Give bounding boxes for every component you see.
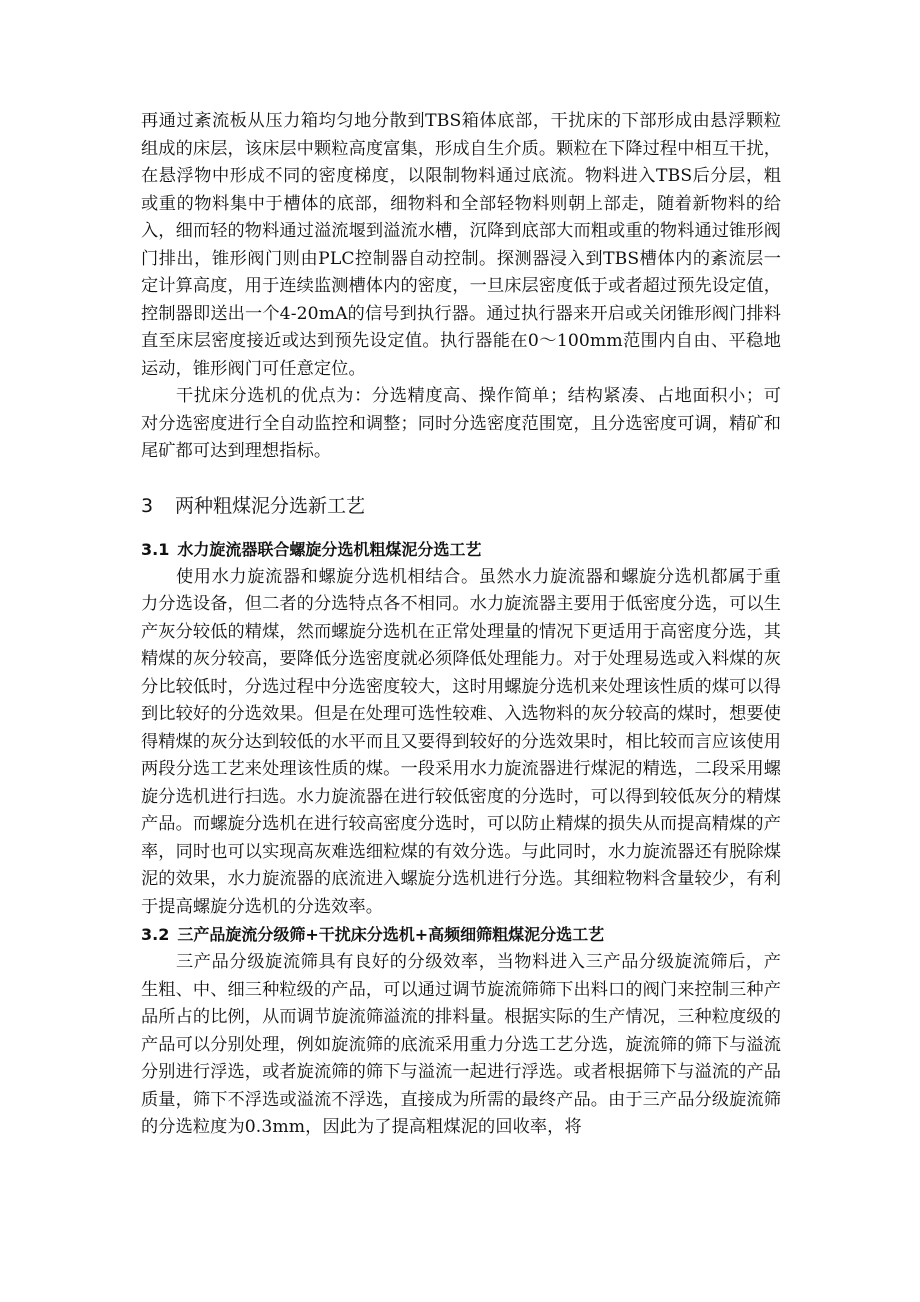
subsection-heading-3-1: [141, 536, 781, 564]
subsection-heading-3-2: [141, 921, 781, 949]
paragraph-tbs-principle: 再通过紊流板从压力箱均匀地分散到TBS箱体底部，干扰床的下部形成由悬浮颗粒组成的床层，该床层中颗粒高度富集，形成自生介质。颗粒在下降过程中相互干扰，在悬浮物中形成不同的密度梯度，以限制物料通过底流。物料进入TBS后分层，粗或重的物料集中于槽体的底部，细物料和全部轻物料则朝上部走，随着新物料的给入，细而轻的物料通过溢流堰到溢流水槽，沉降到底部大而粗或重的物料通过锥形阀门排出，锥形阀门则由PLC控制器自动控制。探测器浸入到TBS槽体内的紊流层一定计算高度，用于连续监测槽体内的密度，一旦床层密度低于或者超过预先设定值，控制器即送出一个4-20mA的信号到执行器。通过执行器来开启或关闭锥形阀门排料直至床层密度接近或达到预先设定值。执行器能在0～100mm范围内自由、平稳地运动，锥形阀门可任意定位。: [141, 111, 781, 379]
paragraph-hydrocyclone-spiral: 使用水力旋流器和螺旋分选机相结合。虽然水力旋流器和螺旋分选机都属于重力分选设备，但二者的分选特点各不相同。水力旋流器主要用于低密度分选，可以生产灰分较低的精煤，然而螺旋分选机在正常处理量的情况下更适用于高密度分选，其精煤的灰分较高，要降低分选密度就必须降低处理能力。对于处理易选或入料煤的灰分比较低时，分选过程中分选密度较大，这时用螺旋分选机来处理该性质的煤可以得到比较好的分选效果。但是在处理可选性较难、入选物料的灰分较高的煤时，想要使得精煤的灰分达到较低的水平而且又要得到较好的分选效果时，相比较而言应该使用两段分选工艺来处理该性质的煤。一段采用水力旋流器进行煤泥的精选，二段采用螺旋分选机进行扫选。水力旋流器在进行较低密度的分选时，可以得到较低灰分的精煤产品。而螺旋分选机在进行较高密度分选时，可以防止精煤的损失从而提高精煤的产率，同时也可以实现高灰难选细粒煤的有效分选。与此同时，水力旋流器还有脱除煤泥的效果，水力旋流器的底流进入螺旋分选机进行分选。其细粒物料含量较少，有利于提高螺旋分选机的分选效率。: [141, 566, 781, 917]
subsection-number: 3.1: [141, 539, 170, 559]
section-heading: [141, 492, 781, 520]
section-title: 两种粗煤泥分选新工艺: [175, 494, 366, 517]
subsection-title: 三产品旋流分级筛+干扰床分选机+高频细筛粗煤泥分选工艺: [177, 925, 605, 944]
subsection-number: 3.2: [141, 925, 170, 944]
paragraph-three-product-screen: 三产品分级旋流筛具有良好的分级效率，当物料进入三产品分级旋流筛后，产生粗、中、细三种粒级的产品，可以通过调节旋流筛筛下出料口的阀门来控制三种产品所占的比例，从而调节旋流筛溢流的排料量。根据实际的生产情况，三种粒度级的产品可以分别处理，例如旋流筛的底流采用重力分选工艺分选，旋流筛的筛下与溢流分别进行浮选，或者旋流筛的筛下与溢流一起进行浮选。或者根据筛下与溢流的产品质量，筛下不浮选或溢流不浮选，直接成为所需的最终产品。由于三产品分级旋流筛的分选粒度为0.3mm，因此为了提高粗煤泥的回收率，将: [141, 952, 781, 1137]
subsection-title: 水力旋流器联合螺旋分选机粗煤泥分选工艺: [177, 539, 482, 559]
paragraph-tbs-advantages: 干扰床分选机的优点为：分选精度高、操作简单；结构紧凑、占地面积小；可对分选密度进行全自动监控和调整；同时分选密度范围宽，且分选密度可调，精矿和尾矿都可达到理想指标。: [141, 386, 781, 461]
document-page: [141, 108, 781, 1142]
section-number: 3: [141, 494, 154, 517]
